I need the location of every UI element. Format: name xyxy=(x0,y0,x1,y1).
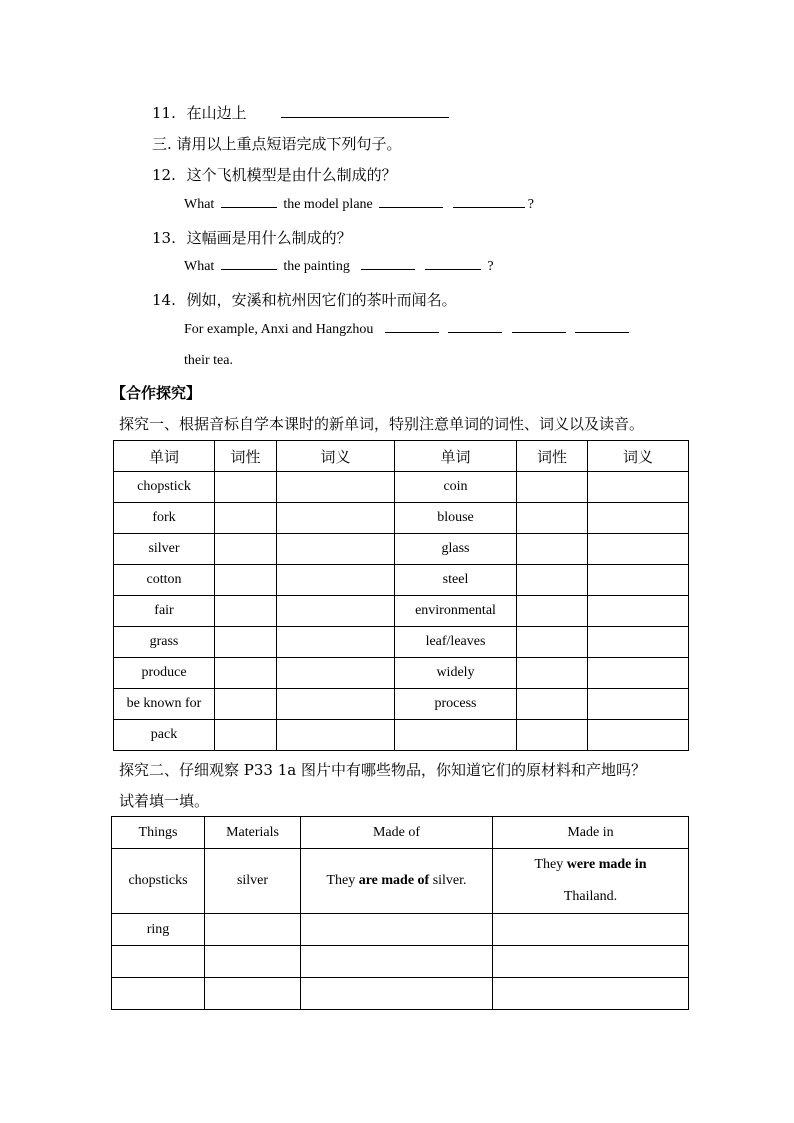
q13-english-line xyxy=(184,259,494,275)
vocab-word-left: fair xyxy=(114,596,215,627)
q14-blank-1[interactable] xyxy=(385,331,439,333)
table-row xyxy=(114,565,689,596)
vocab-meaning-cell[interactable] xyxy=(277,503,395,534)
table-row xyxy=(114,534,689,565)
vocab-pos-cell[interactable] xyxy=(215,503,277,534)
vocab-pos-cell[interactable] xyxy=(215,596,277,627)
made-of-cell[interactable] xyxy=(301,978,493,1010)
vocab-word-left: chopstick xyxy=(114,472,215,503)
vocab-header-word-1: 单词 xyxy=(114,441,215,472)
q12-blank-3[interactable] xyxy=(453,206,525,208)
vocab-pos-cell[interactable] xyxy=(517,472,588,503)
made-in-they: They xyxy=(534,857,564,872)
question-12 xyxy=(152,164,397,185)
q14-blank-4[interactable] xyxy=(575,331,629,333)
vocab-pos-cell[interactable] xyxy=(517,627,588,658)
q12-blank-1[interactable] xyxy=(221,206,277,208)
material-cell[interactable] xyxy=(205,946,301,978)
vocab-word-right: environmental xyxy=(395,596,517,627)
vocab-word-right: leaf/leaves xyxy=(395,627,517,658)
vocab-meaning-cell[interactable] xyxy=(588,565,689,596)
question-14 xyxy=(152,289,457,310)
vocab-meaning-cell[interactable] xyxy=(277,596,395,627)
made-in-cell[interactable] xyxy=(493,978,689,1010)
q13-en-what: What xyxy=(184,259,215,274)
vocab-meaning-cell[interactable] xyxy=(277,534,395,565)
vocab-pos-cell[interactable] xyxy=(517,565,588,596)
vocab-pos-cell[interactable] xyxy=(517,658,588,689)
vocab-pos-cell[interactable] xyxy=(517,503,588,534)
thing-cell[interactable] xyxy=(112,946,205,978)
table-row xyxy=(114,689,689,720)
thing-cell[interactable] xyxy=(112,978,205,1010)
material-cell[interactable] xyxy=(205,978,301,1010)
q13-blank-1[interactable] xyxy=(221,268,277,270)
q14-en-start: For example, Anxi and Hangzhou xyxy=(184,322,374,337)
q12-english-line xyxy=(184,197,534,213)
table-row xyxy=(112,849,689,914)
vocab-meaning-cell[interactable] xyxy=(277,627,395,658)
q13-text: 这幅画是用什么制成的？ xyxy=(186,229,352,247)
vocab-pos-cell[interactable] xyxy=(215,565,277,596)
made-of-phrase: are made of xyxy=(358,873,430,888)
material-cell[interactable] xyxy=(205,914,301,946)
q14-text: 例如，安溪和杭州因它们的茶叶而闻名。 xyxy=(186,291,457,309)
q14-english-line xyxy=(184,322,632,338)
materials-table xyxy=(111,816,689,1010)
vocab-meaning-cell[interactable] xyxy=(588,689,689,720)
q14-english-line-2: their tea. xyxy=(184,353,233,368)
made-of-cell[interactable] xyxy=(301,946,493,978)
vocab-pos-cell[interactable] xyxy=(517,534,588,565)
header-materials: Materials xyxy=(205,817,301,849)
made-of-cell xyxy=(301,849,493,914)
table-row xyxy=(112,978,689,1010)
table-row xyxy=(114,472,689,503)
explore-1-instruction: 探究一、根据音标自学本课时的新单词，特别注意单词的词性、词义以及读音。 xyxy=(119,415,645,433)
header-made-in: Made in xyxy=(493,817,689,849)
explore-2-instruction: 探究二、仔细观察 P33 1a 图片中有哪些物品，你知道它们的原材料和产地吗？ xyxy=(119,761,646,779)
q12-en-object: the model plane xyxy=(283,197,373,212)
made-in-phrase: were made in xyxy=(566,857,647,872)
vocab-header-word-2: 单词 xyxy=(395,441,517,472)
vocab-word-left: produce xyxy=(114,658,215,689)
table-row xyxy=(112,946,689,978)
vocab-meaning-cell[interactable] xyxy=(588,503,689,534)
q12-blank-2[interactable] xyxy=(379,206,443,208)
vocab-meaning-cell[interactable] xyxy=(588,627,689,658)
vocab-word-left: pack xyxy=(114,720,215,751)
vocab-word-right: blouse xyxy=(395,503,517,534)
vocab-word-right: coin xyxy=(395,472,517,503)
made-of-material: silver. xyxy=(432,873,467,888)
q13-en-object: the painting xyxy=(283,259,350,274)
vocab-meaning-cell[interactable] xyxy=(588,472,689,503)
vocab-meaning-cell[interactable] xyxy=(277,565,395,596)
vocab-word-right: steel xyxy=(395,565,517,596)
explore-2-instruction-line-2: 试着填一填。 xyxy=(119,792,210,810)
vocab-header-row xyxy=(114,441,689,472)
vocab-header-pos-2: 词性 xyxy=(517,441,588,472)
vocab-meaning-cell[interactable] xyxy=(588,720,689,751)
made-of-they: They xyxy=(326,873,356,888)
vocab-pos-cell[interactable] xyxy=(215,689,277,720)
vocab-meaning-cell[interactable] xyxy=(588,596,689,627)
q14-number: 14. xyxy=(152,291,176,309)
vocab-pos-cell[interactable] xyxy=(215,658,277,689)
q11-answer-blank[interactable] xyxy=(281,116,449,118)
vocab-word-left: cotton xyxy=(114,565,215,596)
q14-blank-3[interactable] xyxy=(512,331,566,333)
table-row xyxy=(112,914,689,946)
q12-en-end: ? xyxy=(527,197,534,212)
made-in-country: Thailand. xyxy=(563,889,618,904)
q13-en-end: ? xyxy=(487,259,494,274)
vocab-word-left: silver xyxy=(114,534,215,565)
vocab-meaning-cell[interactable] xyxy=(277,720,395,751)
table-row xyxy=(114,627,689,658)
made-in-cell[interactable] xyxy=(493,914,689,946)
vocab-pos-cell[interactable] xyxy=(215,720,277,751)
thing-cell: ring xyxy=(112,914,205,946)
vocab-word-left: grass xyxy=(114,627,215,658)
coop-heading: 【合作探究】 xyxy=(111,384,202,402)
table-row xyxy=(114,658,689,689)
q12-text: 这个飞机模型是由什么制成的？ xyxy=(186,166,397,184)
material-cell: silver xyxy=(205,849,301,914)
vocab-header-meaning-1: 词义 xyxy=(277,441,395,472)
vocab-header-meaning-2: 词义 xyxy=(588,441,689,472)
q14-blank-2[interactable] xyxy=(448,331,502,333)
vocab-meaning-cell[interactable] xyxy=(588,534,689,565)
header-made-of: Made of xyxy=(301,817,493,849)
vocab-pos-cell[interactable] xyxy=(215,627,277,658)
vocab-word-right: widely xyxy=(395,658,517,689)
vocab-pos-cell[interactable] xyxy=(215,534,277,565)
vocab-word-right xyxy=(395,720,517,751)
vocab-word-left: be known for xyxy=(114,689,215,720)
q12-number: 12. xyxy=(152,166,176,184)
vocab-meaning-cell[interactable] xyxy=(588,658,689,689)
vocab-table xyxy=(113,440,689,751)
vocab-header-pos-1: 词性 xyxy=(215,441,277,472)
q12-en-what: What xyxy=(184,197,215,212)
vocab-pos-cell[interactable] xyxy=(517,689,588,720)
vocab-pos-cell[interactable] xyxy=(215,472,277,503)
vocab-pos-cell[interactable] xyxy=(517,596,588,627)
vocab-word-right: process xyxy=(395,689,517,720)
section-3-instruction: 三. 请用以上重点短语完成下列句子。 xyxy=(152,135,402,153)
thing-cell: chopsticks xyxy=(112,849,205,914)
vocab-meaning-cell[interactable] xyxy=(277,689,395,720)
table-row xyxy=(114,720,689,751)
made-of-cell[interactable] xyxy=(301,914,493,946)
question-13 xyxy=(152,227,352,248)
q11-number: 11. xyxy=(152,104,176,122)
vocab-meaning-cell[interactable] xyxy=(277,658,395,689)
q13-number: 13. xyxy=(152,229,176,247)
table-row xyxy=(114,503,689,534)
q13-blank-3[interactable] xyxy=(425,268,481,270)
vocab-meaning-cell[interactable] xyxy=(277,472,395,503)
vocab-pos-cell[interactable] xyxy=(517,720,588,751)
table-row xyxy=(114,596,689,627)
vocab-word-left: fork xyxy=(114,503,215,534)
made-in-cell[interactable] xyxy=(493,946,689,978)
question-11 xyxy=(152,102,452,123)
vocab-word-right: glass xyxy=(395,534,517,565)
materials-header-row xyxy=(112,817,689,849)
q13-blank-2[interactable] xyxy=(361,268,415,270)
made-in-cell xyxy=(493,849,689,914)
header-things: Things xyxy=(112,817,205,849)
q11-text: 在山边上 xyxy=(186,104,247,122)
